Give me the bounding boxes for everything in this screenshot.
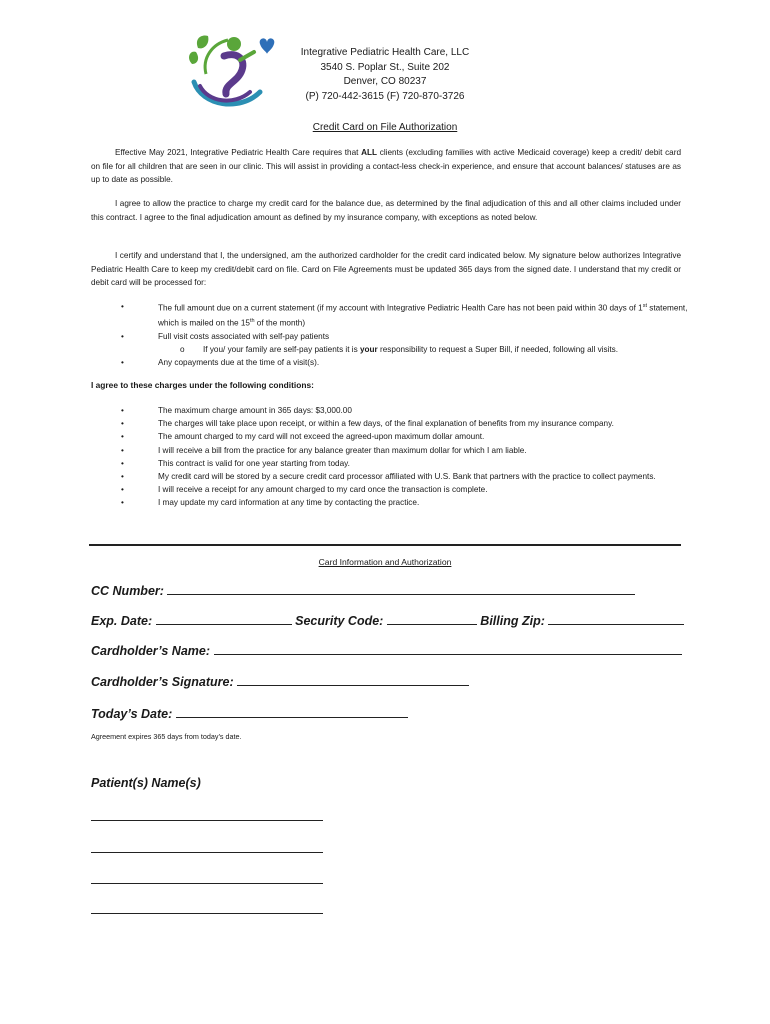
exp-date-field[interactable] bbox=[156, 612, 292, 625]
para1-text: Effective May 2021, Integrative Pediatric Health Care requires that bbox=[115, 148, 362, 157]
list-item: • This contract is valid for one year starting from today. bbox=[121, 458, 350, 468]
address-line-2: Denver, CO 80237 bbox=[343, 76, 427, 87]
billing-zip-label: Billing Zip: bbox=[480, 614, 545, 628]
cardholder-signature-row bbox=[91, 673, 469, 689]
security-code-label: Security Code: bbox=[295, 614, 384, 628]
para1-text-end: clients (excluding families with active Medicaid coverage) keep a credit/ debit card on file for all children that are seen in our clinic. This will assist in providing a contact-less check-in experience, and ensure that account balances/ statuses are as up to date as possible. bbox=[91, 148, 682, 184]
para2-text: I agree to allow the practice to charge my credit card for the balance due, as determined by the final adjudication of this and all other claims included under this contract. I agree to the final adjudication amount as defined by my insurance company, with exceptions as noted below. bbox=[91, 199, 681, 222]
conditions-list bbox=[121, 404, 691, 510]
address-line-1: 3540 S. Poplar St., Suite 202 bbox=[320, 61, 450, 73]
patient-name-field-2[interactable] bbox=[91, 852, 323, 853]
paragraph-effective bbox=[91, 146, 681, 187]
paragraph-certify bbox=[91, 249, 681, 290]
patients-label: Patient(s) Name(s) bbox=[91, 776, 201, 790]
patient-name-field-1[interactable] bbox=[91, 820, 323, 821]
processed-for-list bbox=[121, 300, 691, 369]
section-divider bbox=[89, 544, 681, 546]
phone-fax: (P) 720-442-3615 (F) 720-870-3726 bbox=[305, 90, 465, 102]
exp-date-label: Exp. Date: bbox=[91, 614, 153, 628]
list-item: • Full visit costs associated with self-pay patients bbox=[121, 331, 330, 341]
patient-name-field-3[interactable] bbox=[91, 883, 323, 884]
list-item: • I may update my card information at any time by contacting the practice. bbox=[121, 498, 420, 508]
cc-number-field[interactable] bbox=[167, 582, 635, 595]
billing-zip-field[interactable] bbox=[548, 612, 684, 625]
company-name: Integrative Pediatric Health Care, LLC bbox=[300, 47, 470, 58]
list-item: • I will receive a receipt for any amount charged to my card once the transaction is complete. bbox=[121, 485, 488, 495]
clinic-logo bbox=[184, 30, 280, 114]
conditions-heading: I agree to these charges under the following conditions: bbox=[91, 380, 314, 390]
cardholder-signature-field[interactable] bbox=[237, 673, 469, 686]
letterhead bbox=[270, 46, 500, 104]
list-item: • The maximum charge amount in 365 days: $3,000.00 bbox=[121, 406, 352, 415]
cc-number-row bbox=[91, 582, 635, 598]
todays-date-label: Today’s Date: bbox=[91, 707, 173, 721]
cc-number-label: CC Number: bbox=[91, 584, 164, 598]
todays-date-row bbox=[91, 705, 408, 721]
list-item: • My credit card will be stored by a secure credit card processor affiliated with U.S. Bank that partners with the practice to collect payments. bbox=[121, 472, 656, 482]
para3-text: I certify and understand that I, the undersigned, am the authorized cardholder for the credit card indicated below. My signature below authorizes Integrative Pediatric Health Care to keep my credit/debit card on file. Card on File Agreements must be updated 365 days from the signed date. I understand that my credit or debit card will be processed for: bbox=[91, 251, 681, 287]
expiry-note: Agreement expires 365 days from today’s date. bbox=[91, 732, 242, 741]
list-item: • The charges will take place upon receipt, or within a few days, of the final explanation of benefits from my insurance company. bbox=[121, 419, 614, 429]
cardholder-name-field[interactable] bbox=[214, 642, 682, 655]
list-item: • Any copayments due at the time of a visit(s). bbox=[121, 358, 320, 368]
cardholder-name-row bbox=[91, 642, 682, 658]
sub-list-item: o If you/ your family are self-pay patients it is your responsibility to request a Super Bill, if needed, following all visits. bbox=[180, 345, 619, 355]
paragraph-agree bbox=[91, 197, 681, 224]
list-item: • The full amount due on a current statement (if my account with Integrative Pediatric Health Care has not been paid within 30 days of 1st statement, which is mailed on the 15th of the month) bbox=[121, 302, 688, 328]
cardholder-signature-label: Cardholder’s Signature: bbox=[91, 675, 234, 689]
exp-row bbox=[91, 612, 684, 628]
para1-bold: ALL bbox=[361, 148, 378, 157]
list-item: • I will receive a bill from the practice for any balance greater than maximum dollar for which I am liable. bbox=[121, 445, 527, 455]
document-title: Credit Card on File Authorization bbox=[312, 122, 458, 133]
todays-date-field[interactable] bbox=[176, 705, 408, 718]
card-section-title: Card Information and Authorization bbox=[318, 557, 452, 567]
security-code-field[interactable] bbox=[387, 612, 477, 625]
list-item: • The amount charged to my card will not exceed the agreed-upon maximum dollar amount. bbox=[121, 432, 485, 442]
patient-name-field-4[interactable] bbox=[91, 913, 323, 914]
cardholder-name-label: Cardholder’s Name: bbox=[91, 644, 211, 658]
